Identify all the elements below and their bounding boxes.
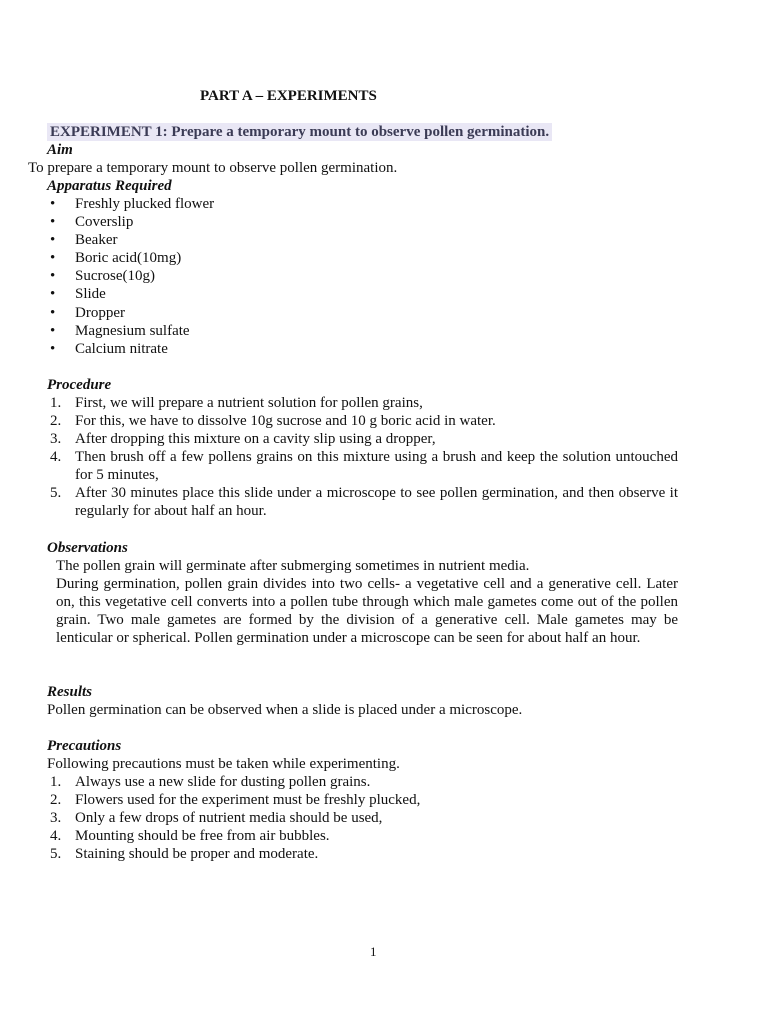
bullet-icon: • bbox=[50, 268, 56, 285]
bullet-icon: • bbox=[50, 286, 56, 303]
list-item: 2. For this, we have to dissolve 10g sucrose and 10 g boric acid in water. bbox=[50, 413, 496, 429]
apparatus-heading: Apparatus Required bbox=[47, 178, 172, 194]
list-item: • Boric acid(10mg) bbox=[50, 250, 182, 267]
list-item: • Dropper bbox=[50, 304, 125, 321]
page-number: 1 bbox=[370, 944, 377, 959]
bullet-icon: • bbox=[50, 250, 56, 267]
bullet-icon: • bbox=[50, 322, 56, 339]
bullet-icon: • bbox=[50, 304, 56, 321]
precautions-list bbox=[47, 773, 678, 863]
list-item: • Beaker bbox=[50, 232, 118, 249]
list-item: 1. Always use a new slide for dusting pollen grains. bbox=[50, 774, 371, 790]
aim-heading: Aim bbox=[47, 142, 73, 158]
bullet-icon: • bbox=[50, 340, 56, 357]
bullet-icon: • bbox=[50, 196, 56, 212]
results-text: Pollen germination can be observed when a slide is placed under a microscope. bbox=[47, 702, 523, 718]
list-item: 5. Staining should be proper and moderate. bbox=[50, 846, 319, 862]
list-item: 3. After dropping this mixture on a cavity slip using a dropper, bbox=[50, 431, 436, 447]
list-item: 4. Then brush off a few pollens grains on this mixture using a brush and keep the solution untouched for 5 minutes, bbox=[50, 449, 678, 483]
list-item: • Freshly plucked flower bbox=[50, 196, 215, 212]
precautions-intro: Following precautions must be taken while experimenting. bbox=[47, 756, 400, 772]
list-item: 4. Mounting should be free from air bubbles. bbox=[50, 828, 330, 844]
results-heading: Results bbox=[47, 684, 93, 700]
precautions-heading: Precautions bbox=[47, 738, 122, 754]
experiment-title: EXPERIMENT 1: Prepare a temporary mount to observe pollen germination. bbox=[47, 123, 552, 141]
observations-heading: Observations bbox=[47, 540, 128, 556]
list-item: 1. First, we will prepare a nutrient solution for pollen grains, bbox=[50, 395, 423, 411]
bullet-icon: • bbox=[50, 214, 56, 231]
list-item: • Magnesium sulfate bbox=[50, 322, 190, 339]
bullet-icon: • bbox=[50, 232, 56, 249]
part-title: PART A – EXPERIMENTS bbox=[200, 88, 377, 104]
list-item: 3. Only a few drops of nutrient media should be used, bbox=[50, 810, 383, 826]
observations-paragraph: During germination, pollen grain divides into two cells- a vegetative cell and a generative cell. Later on, this vegetative cell converts into a pollen tube through which male gametes come out of the pollen grain. Two male gametes are formed by the division of a generative cell. Male gametes may be lenticular or spherical. Pollen germination under a microscope can be seen for about half an hour. bbox=[56, 576, 678, 646]
apparatus-list bbox=[47, 195, 214, 358]
list-item: • Calcium nitrate bbox=[50, 340, 168, 357]
list-item: • Sucrose(10g) bbox=[50, 268, 155, 285]
observations-line: The pollen grain will germinate after submerging sometimes in nutrient media. bbox=[56, 558, 530, 574]
procedure-list bbox=[47, 394, 678, 520]
list-item: 5. After 30 minutes place this slide under a microscope to see pollen germination, and then observe it regularly for about half an hour. bbox=[50, 485, 678, 519]
list-item: • Slide bbox=[50, 286, 106, 303]
procedure-heading: Procedure bbox=[47, 377, 112, 393]
list-item: 2. Flowers used for the experiment must be freshly plucked, bbox=[50, 792, 421, 808]
aim-text: To prepare a temporary mount to observe pollen germination. bbox=[28, 160, 398, 176]
list-item: • Coverslip bbox=[50, 214, 134, 231]
